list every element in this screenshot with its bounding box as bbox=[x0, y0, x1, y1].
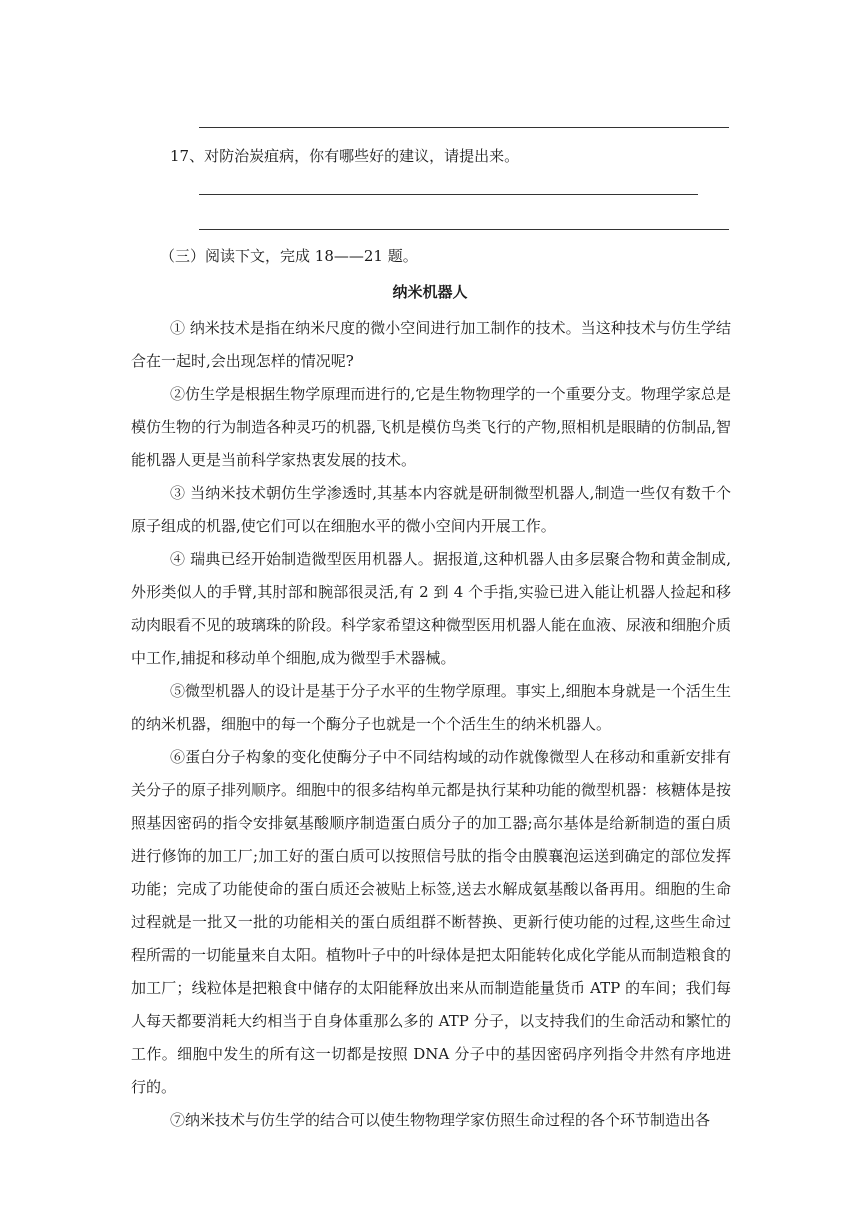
answer-line bbox=[199, 194, 698, 195]
paragraph-2: ②仿生学是根据生物学原理而进行的,它是生物物理学的一个重要分支。物理学家总是模仿生物的行为制造各种灵巧的机器,飞机是模仿鸟类飞行的产物,照相机是眼睛的仿制品,智能机器人更是当前科学家热衷发展的技术。 bbox=[131, 385, 731, 469]
section-heading: （三）阅读下文，完成 18——21 题。 bbox=[160, 247, 418, 265]
question-17: 17、对防治炭疽病，你有哪些好的建议，请提出来。 bbox=[170, 147, 520, 165]
answer-line bbox=[199, 127, 729, 128]
paragraph-6: ⑥蛋白分子构象的变化使酶分子中不同结构域的动作就像微型人在移动和重新安排有关分子的原子排列顺序。细胞中的很多结构单元都是执行某种功能的微型机器：核糖体是按照基因密码的指令安排氨基酸顺序制造蛋白质分子的加工器;高尔基体是给新制造的蛋白质进行修饰的加工厂;加工好的蛋白质可以按照信号肽的指令由膜襄泡运送到确定的部位发挥功能；完成了功能使命的蛋白质还会被贴上标签,送去水解成氨基酸以备再用。细胞的生命过程就是一批又一批的功能相关的蛋白质组群不断替换、更新行使功能的过程,这些生命过程所需的一切能量来自太阳。植物叶子中的叶绿体是把太阳能转化成化学能从而制造粮食的加工厂；线粒体是把粮食中储存的太阳能释放出来从而制造能量货币 ATP 的车间；我们每人每天都要消耗大约相当于自身体重那么多的 ATP 分子，以支持我们的生命活动和繁忙的工作。细胞中发生的所有这一切都是按照 DNA 分子中的基因密码序列指令井然有序地进行的。 bbox=[131, 748, 732, 1096]
article-body bbox=[131, 312, 731, 1137]
paragraph-1: ① 纳米技术是指在纳米尺度的微小空间进行加工制作的技术。当这种技术与仿生学结合在一起时,会出现怎样的情况呢? bbox=[131, 319, 731, 370]
paragraph-7: ⑦纳米技术与仿生学的结合可以使生物物理学家仿照生命过程的各个环节制造出各 bbox=[170, 1111, 711, 1129]
article-title: 纳米机器人 bbox=[392, 283, 468, 301]
paragraph-3: ③ 当纳米技术朝仿生学渗透时,其基本内容就是研制微型机器人,制造一些仅有数千个原子组成的机器,使它们可以在细胞水平的微小空间内开展工作。 bbox=[131, 484, 731, 535]
paragraph-5: ⑤微型机器人的设计是基于分子水平的生物学原理。事实上,细胞本身就是一个活生生的纳米机器，细胞中的每一个酶分子也就是一个个活生生的纳米机器人。 bbox=[131, 682, 731, 733]
answer-line bbox=[199, 229, 729, 230]
paragraph-4: ④ 瑞典已经开始制造微型医用机器人。据报道,这种机器人由多层聚合物和黄金制成,外形类似人的手臂,其肘部和腕部很灵活,有 2 到 4 个手指,实验已进入能让机器人捡起和移动肉眼看不见的玻璃珠的阶段。科学家希望这种微型医用机器人能在血液、尿液和细胞介质中工作,捕捉和移动单个细胞,成为微型手术器械。 bbox=[131, 550, 732, 667]
